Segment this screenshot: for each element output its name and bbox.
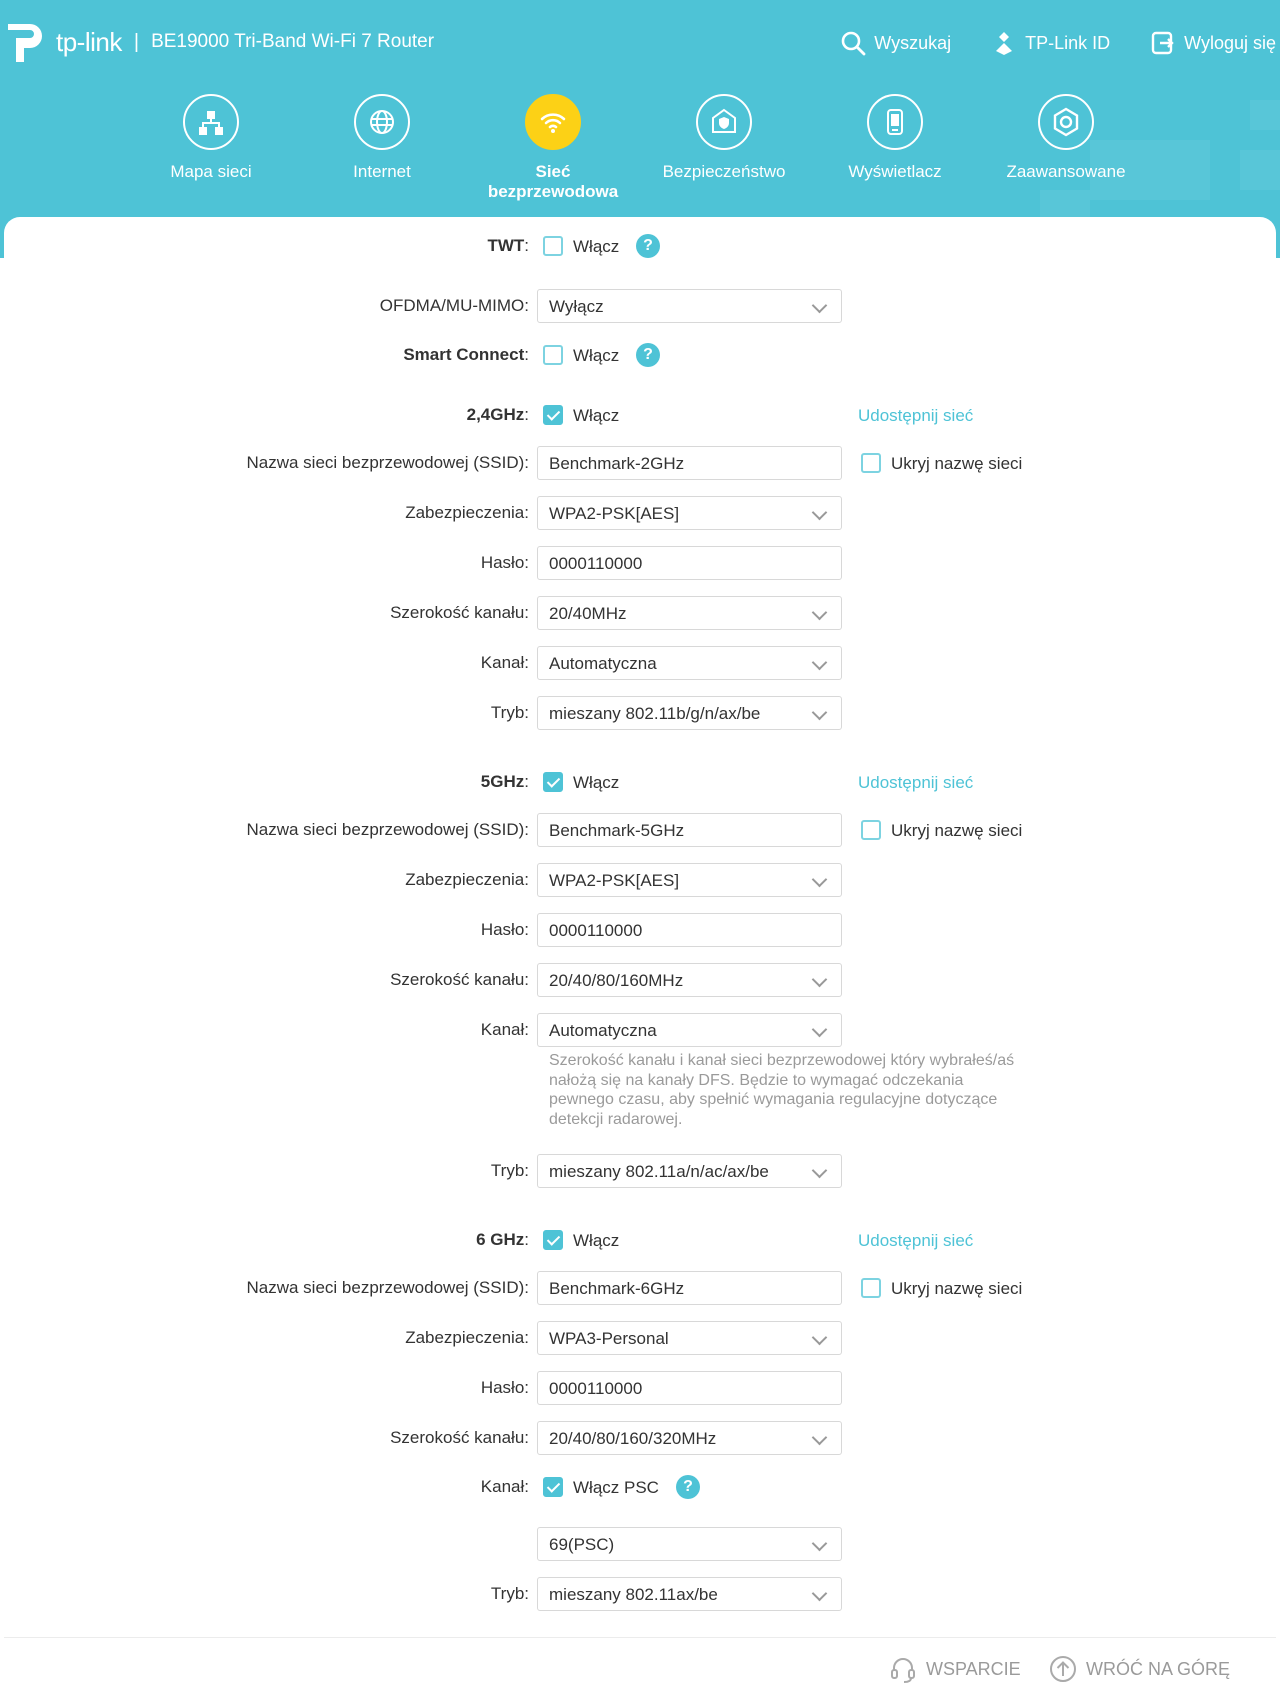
header-decoration bbox=[1250, 100, 1280, 130]
gear-icon bbox=[1050, 106, 1082, 138]
nav-icon-circle bbox=[867, 94, 923, 150]
wireless-settings-card bbox=[4, 217, 1276, 1637]
band6-channel-select[interactable]: 69(PSC) bbox=[537, 1527, 842, 1561]
band5-password-input[interactable]: 0000110000 bbox=[537, 913, 842, 947]
ofdma-label: OFDMA/MU-MIMO: bbox=[379, 296, 529, 315]
smart-connect-label: Smart Connect: bbox=[403, 345, 529, 364]
arrow-up-circle-icon bbox=[1048, 1654, 1078, 1684]
band6-mode-select[interactable]: mieszany 802.11ax/be bbox=[537, 1577, 842, 1611]
band6-header-row bbox=[4, 1223, 1276, 1257]
nav-label: Bezpieczeństwo bbox=[662, 162, 786, 181]
band24-width-label: Szerokość kanału: bbox=[390, 603, 529, 622]
band6-label: 6 GHz: bbox=[476, 1230, 529, 1249]
band6-psc-checkbox[interactable] bbox=[543, 1477, 563, 1497]
band6-enable-label: Włącz bbox=[573, 1231, 620, 1250]
band5-enable-checkbox[interactable] bbox=[543, 772, 563, 792]
band6-ssid-input[interactable]: Benchmark-6GHz bbox=[537, 1271, 842, 1305]
band24-header-row bbox=[4, 398, 1276, 432]
band6-enable-checkbox[interactable] bbox=[543, 1230, 563, 1250]
smart-connect-row bbox=[4, 338, 1276, 372]
band24-channel-row bbox=[4, 646, 1276, 680]
band5-mode-select[interactable]: mieszany 802.11a/n/ac/ax/be bbox=[537, 1154, 842, 1188]
globe-icon bbox=[366, 106, 398, 138]
search-button[interactable] bbox=[840, 30, 951, 56]
band6-mode-row bbox=[4, 1577, 1276, 1611]
nav-label: Wyświetlacz bbox=[848, 162, 942, 181]
nav-icon-circle bbox=[354, 94, 410, 150]
brand-name: tp-link bbox=[56, 26, 122, 57]
back-to-top-label: WRÓĆ NA GÓRĘ bbox=[1086, 1658, 1231, 1679]
ofdma-select[interactable]: Wyłącz bbox=[537, 289, 842, 323]
headset-icon bbox=[888, 1654, 918, 1684]
support-link[interactable] bbox=[888, 1654, 1021, 1684]
band5-hide-ssid-label: Ukryj nazwę sieci bbox=[891, 821, 1023, 840]
twt-row bbox=[4, 229, 1276, 263]
header-decoration bbox=[1240, 150, 1280, 190]
band24-password-label: Hasło: bbox=[480, 553, 529, 572]
band24-ssid-input[interactable]: Benchmark-2GHz bbox=[537, 446, 842, 480]
smart-connect-checkbox[interactable] bbox=[543, 345, 563, 365]
band5-width-select[interactable]: 20/40/80/160MHz bbox=[537, 963, 842, 997]
logout-label: Wyloguj się bbox=[1184, 32, 1276, 53]
band5-channel-row bbox=[4, 1013, 1276, 1047]
band6-security-row bbox=[4, 1321, 1276, 1355]
band5-ssid-label: Nazwa sieci bezprzewodowej (SSID): bbox=[246, 820, 529, 839]
nav-label: Mapa sieci bbox=[170, 162, 252, 181]
band5-password-label: Hasło: bbox=[480, 920, 529, 939]
band24-enable-checkbox[interactable] bbox=[543, 405, 563, 425]
twt-checkbox[interactable] bbox=[543, 236, 563, 256]
nav-icon-circle bbox=[183, 94, 239, 150]
band5-dfs-note: Szerokość kanału i kanał sieci bezprzewodowej który wybrałeś/aś nałożą się na kanały DFS. Będzie to wymagać odczekania pewnego czasu, aby spełnić wymagania regulacyjne dotyczące detekcji radarowej. bbox=[549, 1052, 1015, 1128]
twt-label: TWT: bbox=[487, 236, 529, 255]
twt-enable-label: Włącz bbox=[573, 237, 620, 256]
header-decoration bbox=[1040, 190, 1090, 220]
band5-hide-ssid-checkbox[interactable] bbox=[861, 820, 881, 840]
search-label: Wyszukaj bbox=[874, 32, 952, 53]
band5-width-label: Szerokość kanału: bbox=[390, 970, 529, 989]
band24-mode-select[interactable]: mieszany 802.11b/g/n/ax/be bbox=[537, 696, 842, 730]
band6-channel-row bbox=[4, 1470, 1276, 1504]
twt-help-icon[interactable]: ? bbox=[636, 234, 660, 258]
router-model: BE19000 Tri-Band Wi-Fi 7 Router bbox=[151, 31, 435, 52]
band6-hide-ssid-checkbox[interactable] bbox=[861, 1278, 881, 1298]
band6-security-select[interactable]: WPA3-Personal bbox=[537, 1321, 842, 1355]
band24-hide-ssid-label: Ukryj nazwę sieci bbox=[891, 454, 1023, 473]
display-icon bbox=[879, 106, 911, 138]
band24-share-link[interactable]: Udostępnij sieć bbox=[858, 406, 974, 425]
band24-hide-ssid-checkbox[interactable] bbox=[861, 453, 881, 473]
nav-label: Sieć bezprzewodowa bbox=[487, 162, 619, 201]
band5-channel-label: Kanał: bbox=[480, 1020, 529, 1039]
nav-advanced[interactable] bbox=[976, 94, 1156, 182]
nav-icon-circle bbox=[696, 94, 752, 150]
logout-icon bbox=[1150, 30, 1176, 56]
band5-channel-select[interactable]: Automatyczna bbox=[537, 1013, 842, 1047]
band5-ssid-input[interactable]: Benchmark-5GHz bbox=[537, 813, 842, 847]
band24-ssid-label: Nazwa sieci bezprzewodowej (SSID): bbox=[246, 453, 529, 472]
band6-channel-label: Kanał: bbox=[480, 1477, 529, 1496]
band6-psc-label: Włącz PSC bbox=[573, 1478, 659, 1497]
nav-network-map[interactable] bbox=[121, 94, 301, 182]
band5-header-row bbox=[4, 765, 1276, 799]
band5-security-select[interactable]: WPA2-PSK[AES] bbox=[537, 863, 842, 897]
band6-password-row bbox=[4, 1371, 1276, 1405]
band5-mode-label: Tryb: bbox=[490, 1161, 529, 1180]
tplink-id-icon bbox=[991, 30, 1017, 56]
band24-ssid-row bbox=[4, 446, 1276, 480]
band5-width-row bbox=[4, 963, 1276, 997]
band5-security-row bbox=[4, 863, 1276, 897]
top-actions bbox=[840, 30, 1276, 56]
band6-psc-help-icon[interactable]: ? bbox=[676, 1475, 700, 1499]
smart-connect-help-icon[interactable]: ? bbox=[636, 343, 660, 367]
nav-icon-circle bbox=[1038, 94, 1094, 150]
band24-security-label: Zabezpieczenia: bbox=[405, 503, 529, 522]
nav-display[interactable] bbox=[805, 94, 985, 182]
band24-width-row bbox=[4, 596, 1276, 630]
tplink-id-label: TP-Link ID bbox=[1025, 32, 1111, 53]
band24-channel-select[interactable]: Automatyczna bbox=[537, 646, 842, 680]
band6-share-link[interactable]: Udostępnij sieć bbox=[858, 1231, 974, 1250]
band6-security-label: Zabezpieczenia: bbox=[405, 1328, 529, 1347]
shield-home-icon bbox=[708, 106, 740, 138]
nav-icon-circle bbox=[525, 94, 581, 150]
nav-internet[interactable] bbox=[292, 94, 472, 182]
logout-button[interactable] bbox=[1150, 30, 1276, 56]
wifi-icon bbox=[537, 106, 569, 138]
band24-security-row bbox=[4, 496, 1276, 530]
band5-mode-row bbox=[4, 1154, 1276, 1188]
band24-password-input[interactable]: 0000110000 bbox=[537, 546, 842, 580]
nav-wireless[interactable] bbox=[463, 94, 643, 202]
band6-width-row bbox=[4, 1421, 1276, 1455]
band6-channel-select-row bbox=[4, 1527, 1276, 1561]
band24-mode-row bbox=[4, 696, 1276, 730]
band6-width-label: Szerokość kanału: bbox=[390, 1428, 529, 1447]
search-icon bbox=[840, 30, 866, 56]
band6-mode-label: Tryb: bbox=[490, 1584, 529, 1603]
band6-password-input[interactable]: 0000110000 bbox=[537, 1371, 842, 1405]
ofdma-row bbox=[4, 289, 1276, 323]
band5-enable-label: Włącz bbox=[573, 773, 620, 792]
nav-security[interactable] bbox=[634, 94, 814, 182]
nav-label: Internet bbox=[353, 162, 411, 181]
back-to-top-link[interactable] bbox=[1048, 1654, 1230, 1684]
band6-hide-ssid-label: Ukryj nazwę sieci bbox=[891, 1279, 1023, 1298]
smart-connect-enable-label: Włącz bbox=[573, 346, 620, 365]
tplink-logo-icon bbox=[4, 18, 52, 66]
band24-enable-label: Włącz bbox=[573, 406, 620, 425]
band5-security-label: Zabezpieczenia: bbox=[405, 870, 529, 889]
band5-ssid-row bbox=[4, 813, 1276, 847]
page-footer bbox=[4, 1637, 1276, 1700]
band6-ssid-row bbox=[4, 1271, 1276, 1305]
nav-label: Zaawansowane bbox=[1006, 162, 1126, 181]
band24-width-select[interactable]: 20/40MHz bbox=[537, 596, 842, 630]
band24-password-row bbox=[4, 546, 1276, 580]
band6-width-select[interactable]: 20/40/80/160/320MHz bbox=[537, 1421, 842, 1455]
band5-label: 5GHz: bbox=[480, 772, 529, 791]
band24-mode-label: Tryb: bbox=[490, 703, 529, 722]
tplink-logo[interactable] bbox=[4, 18, 434, 66]
band24-label: 2,4GHz: bbox=[466, 405, 529, 424]
band24-security-select[interactable]: WPA2-PSK[AES] bbox=[537, 496, 842, 530]
band5-share-link[interactable]: Udostępnij sieć bbox=[858, 773, 974, 792]
logo-separator: | bbox=[133, 30, 140, 53]
band5-password-row bbox=[4, 913, 1276, 947]
support-label: WSPARCIE bbox=[926, 1658, 1021, 1679]
tplink-id-button[interactable] bbox=[991, 30, 1110, 56]
band24-channel-label: Kanał: bbox=[480, 653, 529, 672]
band6-password-label: Hasło: bbox=[480, 1378, 529, 1397]
band6-ssid-label: Nazwa sieci bezprzewodowej (SSID): bbox=[246, 1278, 529, 1297]
network-map-icon bbox=[195, 106, 227, 138]
